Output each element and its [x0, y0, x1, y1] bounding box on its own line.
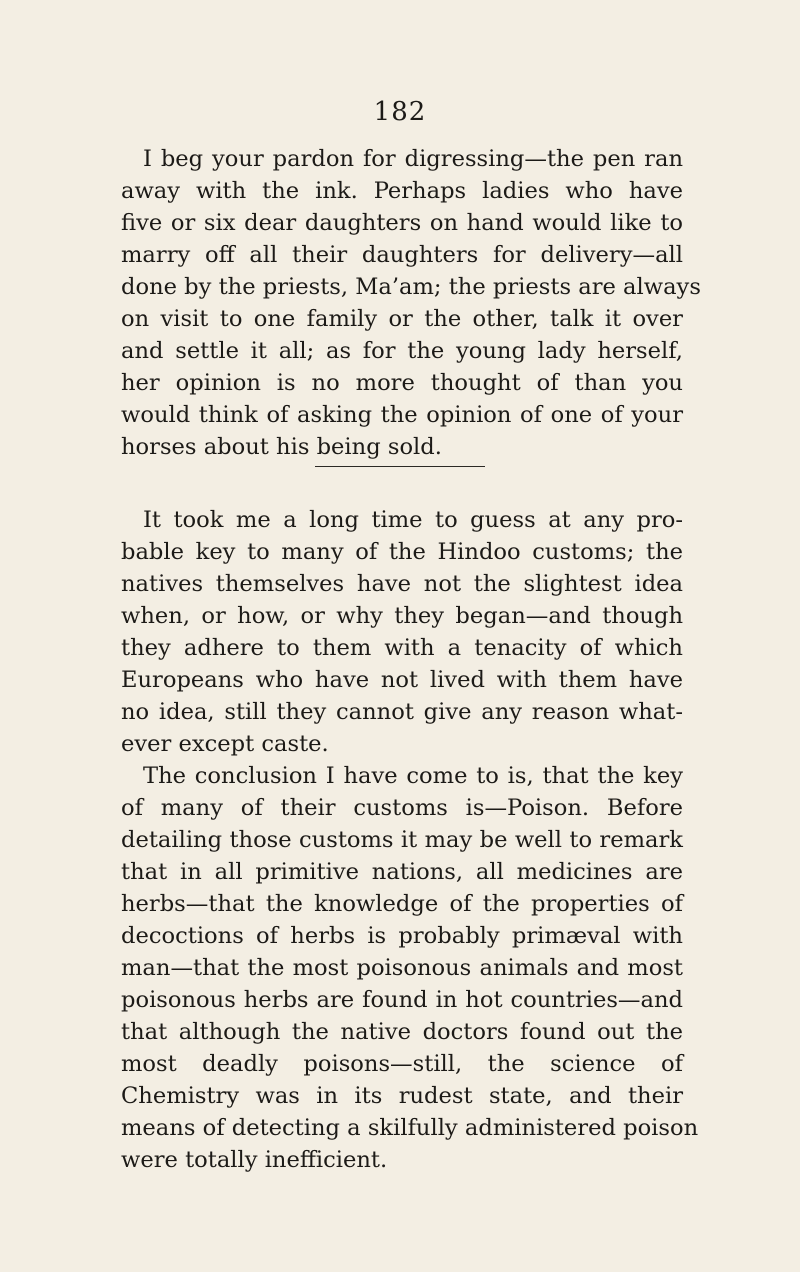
text-line: they adhere to them with a tenacity of which [121, 635, 683, 661]
text-line: no idea, still they cannot give any reason what- [121, 699, 683, 725]
text-line: on visit to one family or the other, talk it over [121, 306, 683, 332]
text-line: herbs—that the knowledge of the properties of [121, 891, 683, 917]
text-line: The conclusion I have come to is, that the key [143, 763, 683, 789]
text-line: marry off all their daughters for delivery—all [121, 242, 683, 268]
text-line: when, or how, or why they began—and though [121, 603, 683, 629]
text-line: Europeans who have not lived with them have [121, 667, 683, 693]
text-line: bable key to many of the Hindoo customs; the [121, 539, 683, 565]
text-line: natives themselves have not the slightest idea [121, 571, 683, 597]
text-line: done by the priests, Ma’am; the priests are always [121, 274, 701, 300]
section-divider [315, 466, 485, 467]
paragraph-3 [121, 760, 699, 1176]
text-line: that although the native doctors found out the [121, 1019, 683, 1045]
text-line: man—that the most poisonous animals and most [121, 955, 683, 981]
text-line: means of detecting a skilfully administered poison [121, 1115, 699, 1141]
text-line: of many of their customs is—Poison. Before [121, 795, 683, 821]
text-line: decoctions of herbs is probably primæval with [121, 923, 683, 949]
paragraph-1 [121, 143, 701, 463]
text-line: would think of asking the opinion of one of your [121, 402, 683, 428]
text-line: her opinion is no more thought of than you [121, 370, 683, 396]
text-line: ever except caste. [121, 731, 329, 757]
paragraph-2 [121, 504, 683, 760]
text-line: poisonous herbs are found in hot countries—and [121, 987, 683, 1013]
text-line: I beg your pardon for digressing—the pen ran [143, 146, 683, 172]
text-line: detailing those customs it may be well to remark [121, 827, 683, 853]
text-line: that in all primitive nations, all medicines are [121, 859, 683, 885]
text-line: away with the ink. Perhaps ladies who have [121, 178, 683, 204]
text-line: Chemistry was in its rudest state, and their [121, 1083, 683, 1109]
text-line: were totally inefficient. [121, 1147, 388, 1173]
text-line: five or six dear daughters on hand would like to [121, 210, 683, 236]
text-line: It took me a long time to guess at any pro- [143, 507, 683, 533]
text-line: most deadly poisons—still, the science of [121, 1051, 683, 1077]
page-number: 182 [373, 97, 427, 127]
text-line: and settle it all; as for the young lady herself, [121, 338, 683, 364]
text-line: horses about his being sold. [121, 434, 442, 460]
